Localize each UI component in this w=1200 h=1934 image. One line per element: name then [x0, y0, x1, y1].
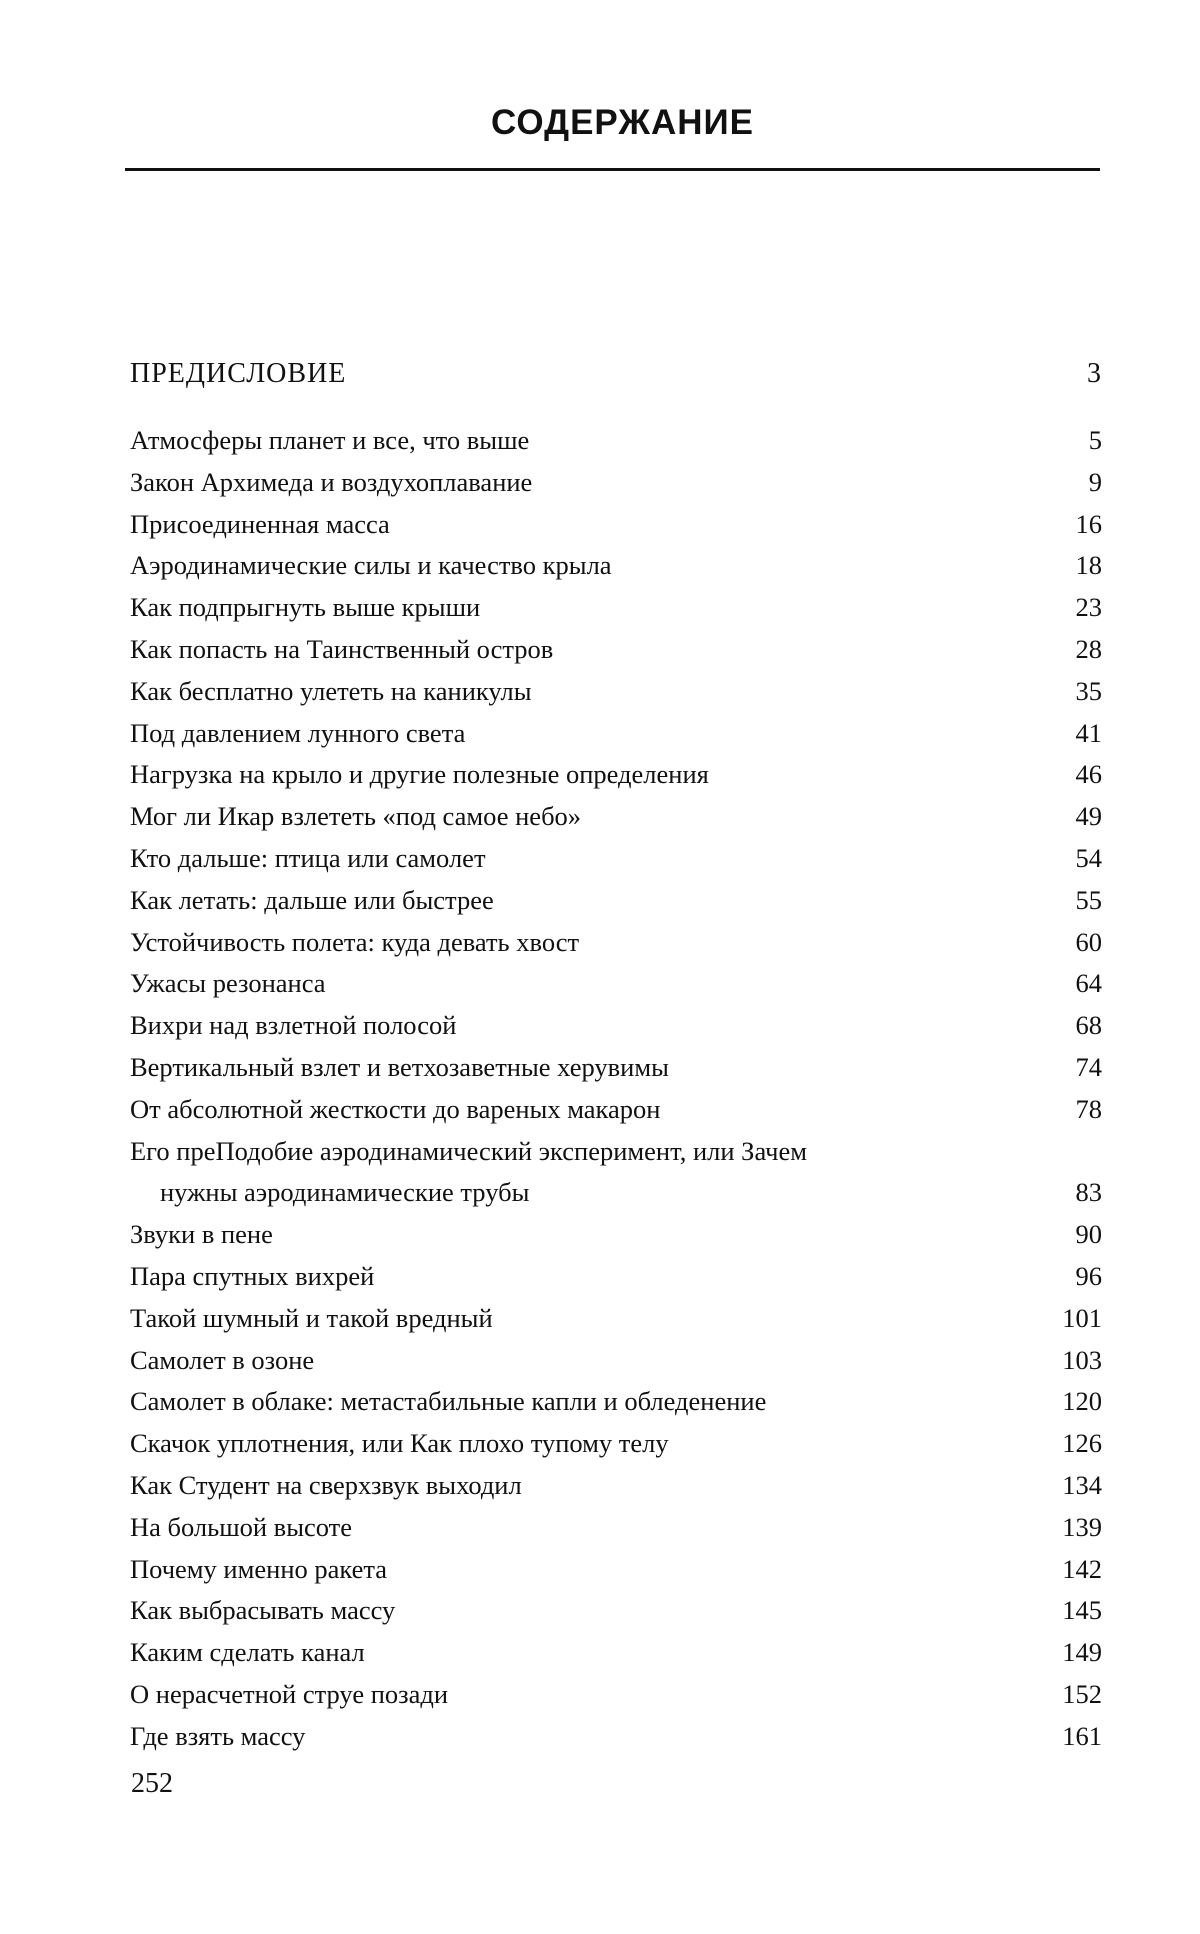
toc-entry [130, 545, 1102, 587]
toc-entry-title [130, 462, 1042, 504]
toc-entry-title-text: Такой шумный и такой вредный [130, 1302, 493, 1333]
toc-entry-title [130, 963, 1042, 1005]
toc-entry [130, 1089, 1102, 1131]
toc-entry-title-text: Закон Архимеда и воздухоплавание [130, 466, 533, 497]
toc-entry [130, 420, 1102, 462]
toc-entry [130, 1340, 1102, 1382]
toc-list [130, 420, 1102, 1758]
toc-entry-title [130, 587, 1042, 629]
toc-entry-title [130, 1256, 1042, 1298]
toc-entry-title-text: Вихри над взлетной полосой [130, 1010, 457, 1041]
toc-entry-title [130, 1549, 1042, 1591]
toc-entry-page: 9 [1088, 466, 1102, 497]
toc-entry-title-text: Нагрузка на крыло и другие полезные определения [130, 759, 709, 790]
toc-entry [130, 671, 1102, 713]
toc-entry-page: 49 [1075, 801, 1102, 832]
toc-entry-title-text: Как попасть на Таинственный остров [130, 633, 554, 664]
toc-entry-page: 134 [1062, 1469, 1102, 1500]
toc-entry-title [130, 1590, 1042, 1632]
toc-entry-title-text: Под давлением лунного света [130, 717, 466, 748]
toc-entry-title [130, 671, 1042, 713]
toc-entry-title [130, 796, 1042, 838]
toc-entry-title-text: Пара спутных вихрей [130, 1260, 375, 1291]
toc-entry-title [130, 1047, 1042, 1089]
toc-entry [130, 1298, 1102, 1340]
toc-entry-title [130, 1674, 1042, 1716]
toc-entry-title [130, 1214, 1042, 1256]
toc-entry-page: 90 [1075, 1219, 1102, 1250]
toc-entry-title [130, 629, 1042, 671]
toc-entry-page: 28 [1075, 633, 1102, 664]
toc-preface [130, 356, 1102, 392]
toc-entry [130, 796, 1102, 838]
toc-entry-page: 16 [1075, 508, 1102, 539]
toc-entry [130, 1005, 1102, 1047]
toc-entry [130, 1549, 1102, 1591]
toc-entry-page: 18 [1075, 550, 1102, 581]
toc-entry-page: 5 [1088, 425, 1102, 455]
toc-entry [130, 1423, 1102, 1465]
toc-entry-title-text: Почему именно ракета [130, 1553, 388, 1584]
toc-entry-title-text: Скачок уплотнения, или Как плохо тупому телу [130, 1428, 669, 1459]
toc-entry-page: 55 [1075, 884, 1102, 915]
toc-entry-page: 35 [1075, 675, 1102, 706]
toc-entry-page: 120 [1062, 1386, 1102, 1417]
preface-page: 3 [1087, 358, 1102, 389]
toc-entry [130, 1507, 1102, 1549]
toc-entry-title [130, 504, 1042, 546]
toc-entry [130, 1131, 1102, 1215]
toc-entry-title [130, 1298, 1042, 1340]
toc-entry-title [130, 1381, 1042, 1423]
toc-entry-page: 152 [1062, 1678, 1102, 1709]
toc-entry-title-continuation: нужны аэродинамические трубы [160, 1177, 530, 1208]
toc-entry-title-text: Как выбрасывать массу [130, 1595, 396, 1626]
toc-entry [130, 880, 1102, 922]
toc-entry-title [130, 838, 1042, 880]
toc-entry-title-text: Его преПодобие аэродинамический эксперимент, или Зачем [130, 1135, 808, 1166]
toc-entry-title-text: Устойчивость полета: куда девать хвост [130, 926, 580, 957]
toc-entry [130, 922, 1102, 964]
toc-entry-title [130, 1340, 1042, 1382]
toc-entry-page: 41 [1075, 717, 1102, 748]
toc-entry-page: 54 [1075, 842, 1102, 873]
toc-entry [130, 462, 1102, 504]
toc-entry-title-text: На большой высоте [130, 1511, 353, 1542]
toc-entry-page: 68 [1075, 1010, 1102, 1041]
toc-entry-title-text: Вертикальный взлет и ветхозаветные херувимы [130, 1051, 669, 1082]
toc-entry-page: 83 [1075, 1177, 1102, 1208]
toc-entry-title [130, 1089, 1042, 1131]
toc-entry-title [130, 1632, 1042, 1674]
toc-entry [130, 754, 1102, 796]
toc-entry-title [130, 880, 1042, 922]
toc-entry [130, 1047, 1102, 1089]
toc-entry-title [130, 1507, 1042, 1549]
toc-entry-title-text: Атмосферы планет и все, что выше [130, 425, 530, 455]
toc-entry-title [130, 713, 1042, 755]
toc-entry-page: 103 [1062, 1344, 1102, 1375]
toc-entry-title [130, 1131, 1042, 1215]
toc-entry-page: 149 [1062, 1637, 1102, 1668]
toc-entry-title [130, 1005, 1042, 1047]
toc-entry-title-text: О нерасчетной струе позади [130, 1678, 449, 1709]
toc-entry [130, 1674, 1102, 1716]
toc-entry [130, 838, 1102, 880]
table-of-contents [130, 356, 1102, 1758]
preface-title: ПРЕДИСЛОВИЕ [130, 358, 347, 389]
title-rule [125, 168, 1100, 171]
page-title: СОДЕРЖАНИЕ [490, 103, 754, 142]
toc-entry-title-text: Самолет в облаке: метастабильные капли и обледенение [130, 1386, 767, 1417]
toc-entry [130, 1214, 1102, 1256]
toc-entry [130, 713, 1102, 755]
toc-entry-page: 60 [1075, 926, 1102, 957]
toc-entry [130, 1465, 1102, 1507]
toc-entry [130, 587, 1102, 629]
toc-entry-title [130, 1465, 1042, 1507]
page-header [125, 105, 1100, 171]
toc-entry-page: 64 [1075, 968, 1102, 999]
toc-entry-page: 145 [1062, 1595, 1102, 1626]
toc-entry [130, 504, 1102, 546]
page-number: 252 [131, 1768, 173, 1799]
toc-entry-title-text: От абсолютной жесткости до вареных макарон [130, 1093, 661, 1124]
toc-entry-page: 96 [1075, 1260, 1102, 1291]
toc-entry [130, 1632, 1102, 1674]
toc-entry-page: 78 [1075, 1093, 1102, 1124]
toc-entry-page: 46 [1075, 759, 1102, 790]
toc-entry [130, 963, 1102, 1005]
toc-entry-title [130, 754, 1042, 796]
toc-entry-page: 142 [1062, 1553, 1102, 1584]
toc-entry-title-text: Кто дальше: птица или самолет [130, 842, 486, 873]
toc-entry-title-text: Каким сделать канал [130, 1637, 365, 1668]
toc-entry [130, 1716, 1102, 1758]
toc-entry-title-text: Где взять массу [130, 1720, 306, 1751]
toc-entry-title-text: Ужасы резонанса [130, 968, 326, 999]
toc-entry [130, 1590, 1102, 1632]
toc-entry-title-text: Как бесплатно улететь на каникулы [130, 675, 532, 706]
toc-entry-title [130, 922, 1042, 964]
toc-entry-title [130, 1716, 1042, 1758]
toc-entry-title-text: Аэродинамические силы и качество крыла [130, 550, 612, 581]
toc-entry-page: 74 [1075, 1051, 1102, 1082]
toc-entry-page: 161 [1062, 1720, 1102, 1751]
toc-entry-title-text: Как подпрыгнуть выше крыши [130, 592, 481, 623]
toc-entry-title-text: Как летать: дальше или быстрее [130, 884, 494, 915]
toc-entry-title-text: Мог ли Икар взлететь «под самое небо» [130, 801, 582, 832]
toc-entry-page: 126 [1062, 1428, 1102, 1459]
toc-entry-title [130, 1423, 1042, 1465]
toc-entry-title [130, 420, 1042, 462]
toc-entry [130, 629, 1102, 671]
toc-entry-title-text: Звуки в пене [130, 1219, 273, 1250]
toc-entry [130, 1256, 1102, 1298]
toc-entry-title-text: Самолет в озоне [130, 1344, 315, 1375]
toc-entry [130, 1381, 1102, 1423]
toc-entry-page: 101 [1062, 1302, 1102, 1333]
toc-entry-page: 23 [1075, 592, 1102, 623]
toc-entry-title [130, 545, 1042, 587]
toc-entry-page: 139 [1062, 1511, 1102, 1542]
toc-entry-title-text: Присоединенная масса [130, 508, 390, 539]
toc-entry-title-text: Как Студент на сверхзвук выходил [130, 1469, 522, 1500]
